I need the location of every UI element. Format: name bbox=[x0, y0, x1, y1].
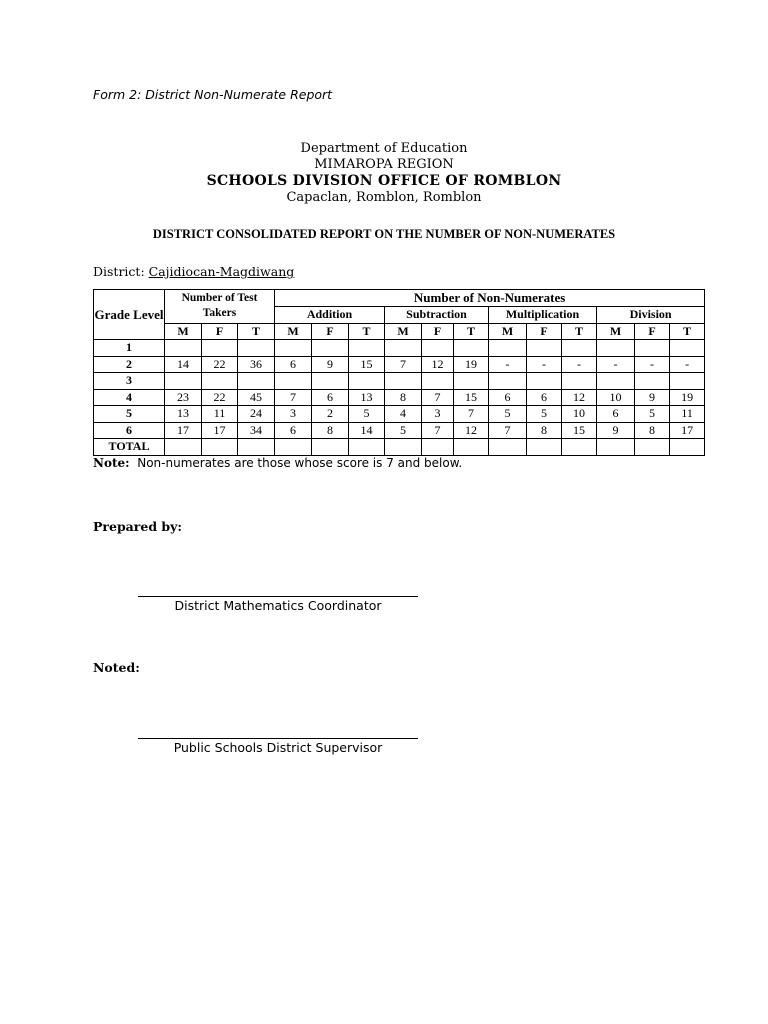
data-cell: 10 bbox=[562, 406, 597, 423]
data-cell: 4 bbox=[385, 406, 422, 423]
data-cell: 8 bbox=[527, 422, 562, 439]
data-cell: - bbox=[635, 356, 670, 373]
data-cell: 7 bbox=[454, 406, 489, 423]
data-cell: 22 bbox=[202, 356, 238, 373]
office-address: Capaclan, Romblon, Romblon bbox=[286, 190, 482, 205]
data-cell: 5 bbox=[349, 406, 385, 423]
data-cell bbox=[165, 439, 202, 456]
sub-header-t: T bbox=[349, 323, 385, 340]
data-cell: 6 bbox=[489, 389, 527, 406]
data-cell: 3 bbox=[422, 406, 454, 423]
test-takers-header: Number of Test Takers bbox=[165, 290, 275, 324]
data-cell: 7 bbox=[422, 422, 454, 439]
sub-header-m: M bbox=[385, 323, 422, 340]
data-cell: 12 bbox=[422, 356, 454, 373]
grade-cell: 6 bbox=[94, 422, 165, 439]
data-cell bbox=[238, 340, 275, 357]
data-cell: 24 bbox=[238, 406, 275, 423]
sub-header-f: F bbox=[635, 323, 670, 340]
data-cell: 5 bbox=[489, 406, 527, 423]
data-cell bbox=[454, 340, 489, 357]
sub-header-m: M bbox=[489, 323, 527, 340]
data-cell: 17 bbox=[202, 422, 238, 439]
data-cell bbox=[275, 439, 312, 456]
data-cell: 13 bbox=[349, 389, 385, 406]
table-body bbox=[94, 340, 705, 456]
data-cell: 5 bbox=[527, 406, 562, 423]
sub-header-f: F bbox=[422, 323, 454, 340]
table-row bbox=[94, 439, 705, 456]
data-cell bbox=[422, 439, 454, 456]
coordinator-title: District Mathematics Coordinator bbox=[174, 598, 382, 613]
data-cell: 15 bbox=[454, 389, 489, 406]
data-cell bbox=[385, 439, 422, 456]
grade-cell: 2 bbox=[94, 356, 165, 373]
data-cell bbox=[312, 340, 349, 357]
data-cell bbox=[670, 373, 705, 390]
data-cell: 11 bbox=[670, 406, 705, 423]
data-cell: - bbox=[562, 356, 597, 373]
data-cell: 6 bbox=[527, 389, 562, 406]
data-cell bbox=[349, 439, 385, 456]
data-cell bbox=[238, 373, 275, 390]
sub-header-m: M bbox=[275, 323, 312, 340]
operation-header-addition: Addition bbox=[275, 307, 385, 324]
data-cell: 7 bbox=[385, 356, 422, 373]
supervisor-title: Public Schools District Supervisor bbox=[173, 740, 383, 755]
data-cell: 17 bbox=[165, 422, 202, 439]
data-cell: 23 bbox=[165, 389, 202, 406]
data-cell bbox=[635, 373, 670, 390]
data-cell bbox=[489, 340, 527, 357]
data-cell: 8 bbox=[385, 389, 422, 406]
data-cell bbox=[202, 340, 238, 357]
data-cell: 5 bbox=[385, 422, 422, 439]
operation-header-multiplication: Multiplication bbox=[489, 307, 597, 324]
district-label: District: bbox=[93, 264, 145, 279]
data-cell bbox=[527, 373, 562, 390]
data-cell: 5 bbox=[635, 406, 670, 423]
data-cell bbox=[349, 340, 385, 357]
data-cell: 15 bbox=[562, 422, 597, 439]
data-cell bbox=[597, 439, 635, 456]
data-cell: 19 bbox=[454, 356, 489, 373]
non-numerates-header: Number of Non-Numerates bbox=[275, 290, 705, 307]
sub-header-m: M bbox=[597, 323, 635, 340]
sub-header-row bbox=[94, 323, 705, 340]
form-label: Form 2: District Non-Numerate Report bbox=[93, 87, 333, 102]
data-cell: 9 bbox=[312, 356, 349, 373]
data-cell bbox=[165, 373, 202, 390]
data-cell: 22 bbox=[202, 389, 238, 406]
sub-header-m: M bbox=[165, 323, 202, 340]
non-numerates-table bbox=[93, 289, 705, 456]
note-label: Note: bbox=[93, 456, 130, 470]
data-cell: 8 bbox=[635, 422, 670, 439]
data-cell: 6 bbox=[275, 356, 312, 373]
data-cell bbox=[489, 439, 527, 456]
data-cell bbox=[349, 373, 385, 390]
noted-label: Noted: bbox=[93, 660, 140, 675]
data-cell: - bbox=[527, 356, 562, 373]
data-cell: 19 bbox=[670, 389, 705, 406]
data-cell: 13 bbox=[165, 406, 202, 423]
data-cell: 12 bbox=[562, 389, 597, 406]
district-line bbox=[93, 264, 294, 279]
data-cell bbox=[454, 439, 489, 456]
data-cell bbox=[238, 439, 275, 456]
data-cell bbox=[562, 373, 597, 390]
table-row bbox=[94, 389, 705, 406]
data-cell bbox=[489, 373, 527, 390]
data-cell: 36 bbox=[238, 356, 275, 373]
data-cell: - bbox=[489, 356, 527, 373]
table-row bbox=[94, 406, 705, 423]
data-cell bbox=[275, 340, 312, 357]
data-cell bbox=[562, 439, 597, 456]
signature-line-coordinator bbox=[138, 596, 418, 597]
sub-header-t: T bbox=[562, 323, 597, 340]
grade-cell: 4 bbox=[94, 389, 165, 406]
prepared-by-label: Prepared by: bbox=[93, 519, 183, 534]
data-cell: 7 bbox=[489, 422, 527, 439]
signature-line-supervisor bbox=[138, 738, 418, 739]
data-cell bbox=[422, 340, 454, 357]
sub-header-f: F bbox=[202, 323, 238, 340]
data-cell: 11 bbox=[202, 406, 238, 423]
data-cell bbox=[202, 439, 238, 456]
data-cell: 15 bbox=[349, 356, 385, 373]
data-cell bbox=[670, 439, 705, 456]
data-cell bbox=[165, 340, 202, 357]
data-cell: 7 bbox=[422, 389, 454, 406]
data-cell bbox=[454, 373, 489, 390]
data-cell: 10 bbox=[597, 389, 635, 406]
data-cell: 45 bbox=[238, 389, 275, 406]
data-cell: - bbox=[670, 356, 705, 373]
data-cell bbox=[422, 373, 454, 390]
data-cell: 6 bbox=[597, 406, 635, 423]
data-cell: 17 bbox=[670, 422, 705, 439]
table-row bbox=[94, 340, 705, 357]
data-cell bbox=[597, 373, 635, 390]
data-cell: 14 bbox=[165, 356, 202, 373]
office-name: SCHOOLS DIVISION OFFICE OF ROMBLON bbox=[206, 173, 562, 189]
grade-cell: TOTAL bbox=[94, 439, 165, 456]
data-cell: 7 bbox=[275, 389, 312, 406]
note bbox=[93, 456, 462, 470]
region-name: MIMAROPA REGION bbox=[314, 157, 454, 172]
data-cell bbox=[597, 340, 635, 357]
sub-header-t: T bbox=[670, 323, 705, 340]
data-cell: 9 bbox=[597, 422, 635, 439]
data-cell bbox=[312, 373, 349, 390]
data-cell bbox=[202, 373, 238, 390]
sub-header-t: T bbox=[454, 323, 489, 340]
sub-header-t: T bbox=[238, 323, 275, 340]
operation-header-subtraction: Subtraction bbox=[385, 307, 489, 324]
grade-cell: 3 bbox=[94, 373, 165, 390]
report-title: DISTRICT CONSOLIDATED REPORT ON THE NUMBER OF NON-NUMERATES bbox=[152, 227, 616, 241]
data-cell: 6 bbox=[312, 389, 349, 406]
data-cell: 9 bbox=[635, 389, 670, 406]
table-row bbox=[94, 373, 705, 390]
data-cell: 2 bbox=[312, 406, 349, 423]
data-cell: 6 bbox=[275, 422, 312, 439]
data-cell bbox=[312, 439, 349, 456]
sub-header-f: F bbox=[312, 323, 349, 340]
data-cell: - bbox=[597, 356, 635, 373]
data-cell: 8 bbox=[312, 422, 349, 439]
operation-header-division: Division bbox=[597, 307, 705, 324]
data-cell bbox=[385, 340, 422, 357]
department-name: Department of Education bbox=[300, 141, 468, 156]
table-row bbox=[94, 422, 705, 439]
data-cell: 3 bbox=[275, 406, 312, 423]
data-cell bbox=[635, 439, 670, 456]
table-row bbox=[94, 356, 705, 373]
data-cell bbox=[527, 439, 562, 456]
sub-header-f: F bbox=[527, 323, 562, 340]
data-cell: 12 bbox=[454, 422, 489, 439]
grade-level-header: Grade Level bbox=[94, 290, 165, 340]
data-cell bbox=[275, 373, 312, 390]
grade-cell: 5 bbox=[94, 406, 165, 423]
data-cell: 14 bbox=[349, 422, 385, 439]
data-cell bbox=[635, 340, 670, 357]
data-cell bbox=[670, 340, 705, 357]
data-cell bbox=[527, 340, 562, 357]
data-cell bbox=[385, 373, 422, 390]
note-text: Non-numerates are those whose score is 7 and below. bbox=[137, 456, 463, 470]
grade-cell: 1 bbox=[94, 340, 165, 357]
data-cell: 34 bbox=[238, 422, 275, 439]
data-cell bbox=[562, 340, 597, 357]
district-name: Cajidiocan-Magdiwang bbox=[148, 264, 295, 279]
